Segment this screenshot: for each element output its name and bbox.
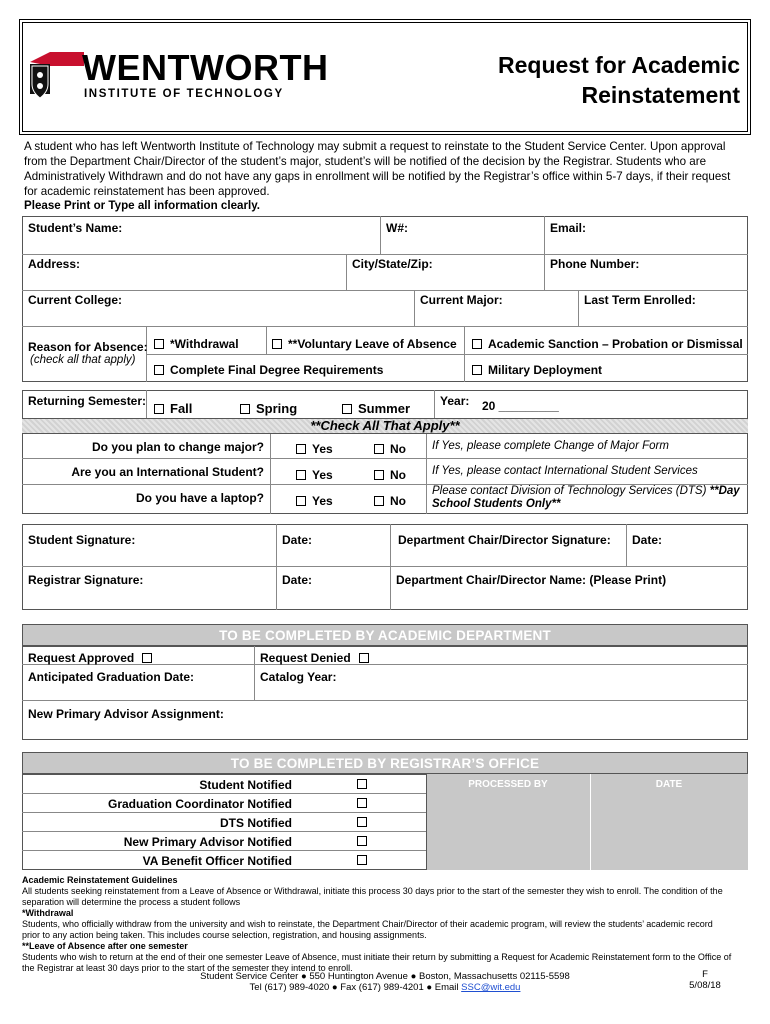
registrar-item: DTS Notified — [220, 816, 292, 830]
graduation-date-field[interactable]: Anticipated Graduation Date: — [28, 670, 195, 684]
complete-label: Complete Final Degree Requirements — [170, 363, 384, 377]
checkbox-icon[interactable] — [359, 653, 369, 663]
footer-line2 — [0, 982, 770, 993]
guidelines-leave-heading: **Leave of Absence after one semester — [22, 941, 188, 951]
registrar-checkbox-icon[interactable] — [357, 836, 367, 846]
leave-label: **Voluntary Leave of Absence — [288, 337, 457, 351]
registrar-item: Student Notified — [199, 778, 292, 792]
reason-complete-option[interactable] — [154, 363, 383, 377]
fall-label: Fall — [170, 401, 193, 416]
no-label: No — [390, 442, 406, 456]
q3-note-bold: **Day School Students Only** — [432, 485, 740, 510]
checkbox-icon[interactable] — [142, 653, 152, 663]
checkbox-icon[interactable] — [154, 339, 164, 349]
withdrawal-label: *Withdrawal — [170, 337, 239, 351]
question-international: Are you an International Student? — [71, 465, 264, 479]
year-label: Year: — [440, 394, 470, 408]
registrar-checkbox-icon[interactable] — [357, 817, 367, 827]
w-number-field[interactable]: W#: — [386, 221, 408, 235]
guidelines-title: Academic Reinstatement Guidelines — [22, 875, 178, 885]
approved-label: Request Approved — [28, 651, 135, 665]
student-name-field[interactable]: Student’s Name: — [28, 221, 123, 235]
summer-label: Summer — [358, 401, 411, 416]
guidelines-p2: Students, who officially withdraw from the university and wish to reinstate, the Department Chair/Director of their academic program, will review the students’ academic record prior to any action being taken. This includes course selection, registration, and housing assignments. — [22, 919, 713, 940]
q3-yes[interactable] — [296, 494, 333, 508]
processed-by-header: PROCESSED BY — [468, 779, 548, 790]
shield-logo-icon — [30, 52, 84, 102]
advisor-assignment-field[interactable]: New Primary Advisor Assignment: — [28, 707, 224, 721]
no-label: No — [390, 494, 406, 508]
checkbox-icon[interactable] — [154, 404, 164, 414]
check-all-text: **Check All That Apply** — [310, 418, 460, 433]
city-state-zip-field[interactable]: City/State/Zip: — [352, 257, 433, 271]
reason-military-option[interactable] — [472, 363, 602, 377]
current-major-field[interactable]: Current Major: — [420, 293, 503, 307]
q1-note: If Yes, please complete Change of Major Form — [432, 440, 669, 452]
q2-yes[interactable] — [296, 468, 333, 482]
registrar-signature-field[interactable]: Registrar Signature: — [28, 573, 144, 587]
registrar-item: New Primary Advisor Notified — [123, 835, 292, 849]
reason-withdrawal-option[interactable] — [154, 337, 239, 351]
footer-line1: Student Service Center ● 550 Huntington Avenue ● Boston, Massachusetts 02115-5598 — [200, 971, 570, 982]
reason-leave-option[interactable] — [272, 337, 457, 351]
yes-label: Yes — [312, 468, 333, 482]
guidelines-withdrawal-heading: *Withdrawal — [22, 908, 74, 918]
q2-note: If Yes, please contact International Student Services — [432, 465, 698, 477]
checkbox-icon[interactable] — [240, 404, 250, 414]
q1-yes[interactable] — [296, 442, 333, 456]
logo-subtitle: INSTITUTE OF TECHNOLOGY — [84, 88, 284, 100]
academic-dept-heading: TO BE COMPLETED BY ACADEMIC DEPARTMENT — [22, 624, 748, 646]
request-denied-option[interactable] — [260, 651, 375, 665]
current-college-field[interactable]: Current College: — [28, 293, 123, 307]
checkbox-icon[interactable] — [374, 496, 384, 506]
form-revision: 5/08/18 — [689, 980, 721, 991]
returning-label: Returning Semester: — [28, 394, 147, 408]
q3-no[interactable] — [374, 494, 406, 508]
registrar-item: VA Benefit Officer Notified — [142, 854, 292, 868]
guidelines — [22, 875, 732, 974]
guidelines-p1: All students seeking reinstatement from a Leave of Absence or Withdrawal, initiate this process 30 days prior to the start of the semester they wish to enroll. The condition of the separation will determine the process a student follows — [22, 886, 723, 907]
question-laptop: Do you have a laptop? — [135, 491, 264, 505]
student-date-field[interactable]: Date: — [282, 533, 313, 547]
intro-paragraph: A student who has left Wentworth Institute of Technology may submit a request to reinstate to the Student Service Center. Upon approval from the Department Chair/Director of the student’s major, student’s will be notified of the decision by the Registrar. Students who are Administratively Withdrawn and do not have any gaps in enrollment will be notified by the Registrar’s office within 5-7 days, if their request for academic reinstatement has been approved. — [24, 140, 731, 198]
chair-name-field[interactable]: Department Chair/Director Name: (Please Print) — [396, 573, 667, 587]
no-label: No — [390, 468, 406, 482]
q2-no[interactable] — [374, 468, 406, 482]
spring-label: Spring — [256, 401, 298, 416]
registrar-item: Graduation Coordinator Notified — [108, 797, 292, 811]
denied-label: Request Denied — [260, 651, 351, 665]
question-change-major: Do you plan to change major? — [91, 440, 264, 454]
chair-signature-field[interactable]: Department Chair/Director Signature: — [398, 533, 611, 547]
last-term-field[interactable]: Last Term Enrolled: — [584, 293, 696, 307]
checkbox-icon[interactable] — [272, 339, 282, 349]
year-field[interactable]: 20 _________ — [482, 399, 559, 413]
student-signature-field[interactable]: Student Signature: — [28, 533, 136, 547]
form-code: F — [702, 969, 708, 980]
reason-sanction-option[interactable] — [472, 337, 743, 351]
military-label: Military Deployment — [488, 363, 603, 377]
reason-label: Reason for Absence: — [28, 340, 148, 354]
reason-hint: (check all that apply) — [30, 354, 136, 366]
summer-option[interactable] — [342, 401, 410, 416]
registrar-checkbox-icon[interactable] — [357, 798, 367, 808]
catalog-year-field[interactable]: Catalog Year: — [260, 670, 337, 684]
chair-date-field[interactable]: Date: — [632, 533, 663, 547]
request-approved-option[interactable] — [28, 651, 158, 665]
checkbox-icon[interactable] — [296, 496, 306, 506]
fall-option[interactable] — [154, 401, 192, 416]
phone-field[interactable]: Phone Number: — [550, 257, 640, 271]
yes-label: Yes — [312, 442, 333, 456]
checkbox-icon[interactable] — [296, 444, 306, 454]
checkbox-icon[interactable] — [472, 339, 482, 349]
checkbox-icon[interactable] — [342, 404, 352, 414]
checkbox-icon[interactable] — [374, 470, 384, 480]
sanction-label: Academic Sanction – Probation or Dismissal — [488, 337, 743, 351]
q3-note-text: Please contact Division of Technology Services (DTS) — [432, 485, 710, 497]
checkbox-icon[interactable] — [296, 470, 306, 480]
footer-contact: Tel (617) 989-4020 ● Fax (617) 989-4201 ● Email — [249, 982, 462, 993]
registrar-date-field[interactable]: Date: — [282, 573, 313, 587]
spring-option[interactable] — [240, 401, 297, 416]
form-title-line1: Request for Academic — [498, 52, 740, 78]
form-title-line2: Reinstatement — [581, 82, 740, 108]
logo-name: WENTWORTH — [82, 47, 329, 88]
yes-label: Yes — [312, 494, 333, 508]
address-field[interactable]: Address: — [28, 257, 81, 271]
guidelines-p3: Students who wish to return at the end of their one semester Leave of Absence, must initiate their return by submitting a Request for Academic Reinstatement form to the Office of the Registrar at least 30 days prior to the start of the semester they intend to enroll. — [22, 952, 732, 973]
registrar-heading: TO BE COMPLETED BY REGISTRAR’S OFFICE — [22, 752, 748, 774]
email-field[interactable]: Email: — [550, 221, 587, 235]
date-header: DATE — [655, 779, 683, 790]
registrar-checkbox-icon[interactable] — [357, 855, 367, 865]
checkbox-icon[interactable] — [472, 365, 482, 375]
email-link[interactable]: SSC@wit.edu — [461, 982, 521, 993]
q1-no[interactable] — [374, 442, 406, 456]
registrar-checkbox-icon[interactable] — [357, 779, 367, 789]
checkbox-icon[interactable] — [374, 444, 384, 454]
checkbox-icon[interactable] — [154, 365, 164, 375]
q3-note — [432, 485, 742, 511]
print-note: Please Print or Type all information clearly. — [24, 199, 261, 212]
